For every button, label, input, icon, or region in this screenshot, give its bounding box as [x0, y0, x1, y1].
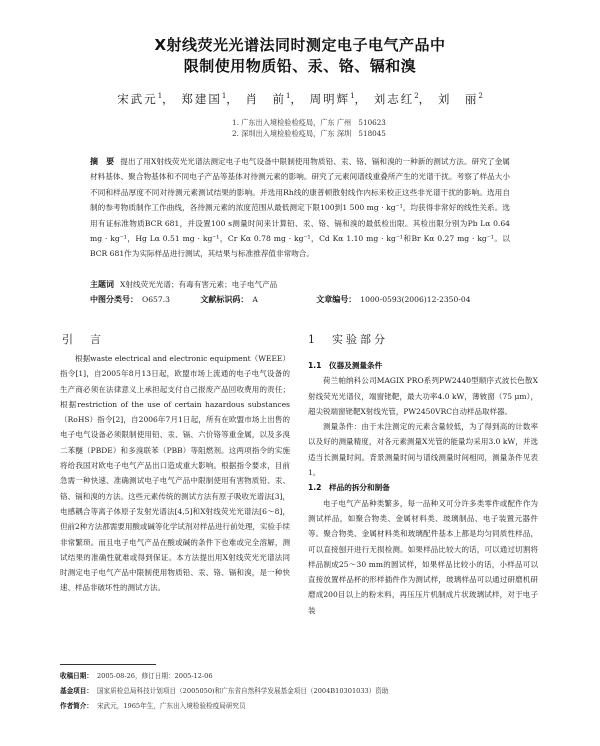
article-number-value: 1000-0593(2006)12-2350-04 [360, 295, 471, 304]
keywords-label: 主题词 [90, 280, 114, 289]
footnote-fund [60, 685, 540, 695]
author-affiliation-mark: 1 [157, 92, 163, 101]
fund-text: 国家质检总局科技计划项目（2005050)和广东省自然科学发展基金项目（2004B10301033）资助 [96, 687, 389, 695]
introduction-paragraph: 根据waste electrical and electronic equipment（WEEE）指令[1]，自2005年8月13日起，欧盟市场上流通的电子电气设备的生产商必须在法律意义上承担起支付自己报废产品回收费用的责任；根据restriction of the use of certain hazardous substances（RoHS）指令[2]，自2006年7月1日起，所有在欧盟市场上出售的电子电气设备必须限制使用铅、汞、镉、六价铬等重金属，以及多溴二苯醚（PBDE）和多溴联苯（PBB）等阻燃剂。这两项指令的实施将给我国对欧电子电气产品出口造成重大影响。根据指令要求，目前急需一种快速、准确测试电子电气产品中限制使用有害物质铅、汞、铬、镉和溴的方法。这些元素传统的测试方法有原子吸收光谱法[3]，电感耦合等离子体原子发射光谱法[4,5]和X射线荧光光谱法[6～8]，但前2种方法都需要用酸或碱等化学试剂对样品进行前处理，实验手续非常繁琐。而且电子电气产品在酸或碱的条件下也难或完全溶解，测试结果的准确性就难或得到保证。本方法提出用X射线荧光光谱法同时测定电子电气产品中限制使用物质铅、汞、铬、镉和溴，是一种快速、样品非破坏性的测试方法。 [60, 354, 290, 593]
affiliation-2: 2. 深圳出入境检验检疫局，广东 深圳 518045 [232, 129, 386, 138]
abstract-label: 摘 要 [90, 157, 115, 166]
section-heading-introduction: 引 言 [62, 333, 104, 346]
fund-label: 基金项目： [60, 687, 93, 695]
footnote-author [60, 700, 540, 710]
subsection-heading-sample-prep: 1.2 样品的拆分和制备 [308, 483, 390, 493]
author-affiliation-mark: 1 [350, 92, 355, 101]
keywords [90, 279, 510, 290]
author-affiliation-mark: 2 [414, 92, 419, 101]
author-name: 周明辉 [309, 92, 351, 106]
received-text: 2005-08-26，修订日期：2005-12-06 [96, 672, 213, 680]
affiliation-1: 1. 广东出入境检验检疫局，广东 广州 510623 [232, 118, 386, 127]
article-number-label: 文章编号： [316, 295, 357, 304]
introduction-column [60, 351, 290, 596]
author-name: 宋武元 [117, 92, 158, 106]
footnote-received [60, 670, 540, 680]
doc-code-value: A [252, 295, 258, 304]
section-heading-experimental: 1 实验部分 [308, 333, 388, 346]
author-name: 刘 丽 [437, 92, 479, 106]
clc-value: O657.3 [142, 295, 170, 304]
title-line-1: X射线荧光光谱法同时测定电子电气产品中 [154, 36, 446, 54]
author-bio-label: 作者简介： [60, 702, 93, 710]
doc-code-label: 文献标识码： [200, 295, 249, 304]
author-list: 宋武元$^1$， 郑建国$^1$， 肖 前$^1$， 周明辉$^1$， 刘志红$^2$， 刘 丽$^2$ [117, 92, 483, 106]
author-name: 郑建国 [181, 92, 222, 106]
keywords-text: X射线荧光光谱；有毒有害元素；电子电气产品 [120, 280, 278, 289]
classification-line [90, 294, 510, 305]
author-affiliation-mark: 2 [478, 92, 483, 101]
measurement-conditions-paragraph: 测量条件：由于未注测定的元素含量较低，为了得到高的计数率以及好的测量精度，对各元素测量X光管的能量均采用3.0 kW，并选适当长测量时间。背景测量时间与谱线测量时间相同，测量条件见表1。 [308, 422, 538, 478]
author-affiliation-mark: 1 [285, 92, 291, 101]
subsection-heading-instrument: 1.1 仪器及测量条件 [308, 361, 383, 370]
abstract [90, 154, 510, 262]
clc-label: 中图分类号： [90, 295, 138, 304]
instrument-paragraph: 荷兰帕纳科公司MAGIX PRO系列PW2440型顺序式波长色散X射线荧光光谱仪，端窗铑靶，最大功率4.0 kW，薄铍窗（75 μm），超尖锐端窗铑靶X射线光管，PW2450VRC自动样品取样器。 [308, 376, 538, 416]
title-line-2: 限制使用物质铅、汞、铬、镉和溴 [183, 57, 417, 75]
sample-prep-paragraph: 电子电气产品种类繁多，每一品种又可分许多类零件或配件作为测试样品，如聚合物类、金属材料类、玻璃制品、电子装置元器件等。聚合物类、金属材料类和玻璃配件基本上都是均匀同质性样品，可以直接刨开进行无损检测。如果样品比较大的话，可以通过切割将样品制成25～30 mm的圆试样，如果样品比较小的话，小样品可以直接放置样品杯的形样插件作为测试样，玻璃样品可以通过研磨机研磨成200目以上的粉末料，再压压片机制成片状玻璃试样，对于电子装 [308, 498, 538, 615]
author-bio-text: 宋武元，1965年生，广东出入境检验检疫局研究员 [96, 702, 246, 710]
author-affiliation-mark: 1 [221, 92, 227, 101]
author-name: 刘志红 [373, 92, 415, 106]
abstract-text: 提出了用X射线荧光光谱法测定电子电气设备中限制使用物质铅、汞、铬、镉和溴的一种新的测试方法。研究了金属材料基体、聚合物基体和不同电子产品等基体对待测元素的影响。研究了元素间谱线重叠所产生的光谱干扰。考察了样品大小不同和样品厚度不同对待测元素测试结果的影响。并选用Rh线的康普顿散射线作内标来校正这些非光谱干扰的影响。选用自制的参考物质制作工作曲线，各待测元素的浓度范围从最低测定下限100到1 500 mg · kg⁻¹，均获得非常好的线性关系。选用有证标准物质BCR 681，并设置100 s测量时间来计算铅、汞、铬、镉和溴的最低检出限。其检出限分别为Pb Lα 0.64 mg · kg⁻¹，Hg Lα 0.51 mg · kg⁻¹，Cr Kα 0.78 mg · kg⁻¹，Cd Kα 1.10 mg · kg⁻¹和Br Kα 0.27 mg · kg⁻¹。以BCR 681作为实际样品进行测试，其结果与标准推荐值非常吻合。 [90, 157, 510, 259]
author-name: 肖 前 [245, 92, 286, 106]
experimental-column [308, 358, 538, 618]
footnote-divider [60, 664, 156, 665]
received-label: 收稿日期： [60, 672, 93, 680]
